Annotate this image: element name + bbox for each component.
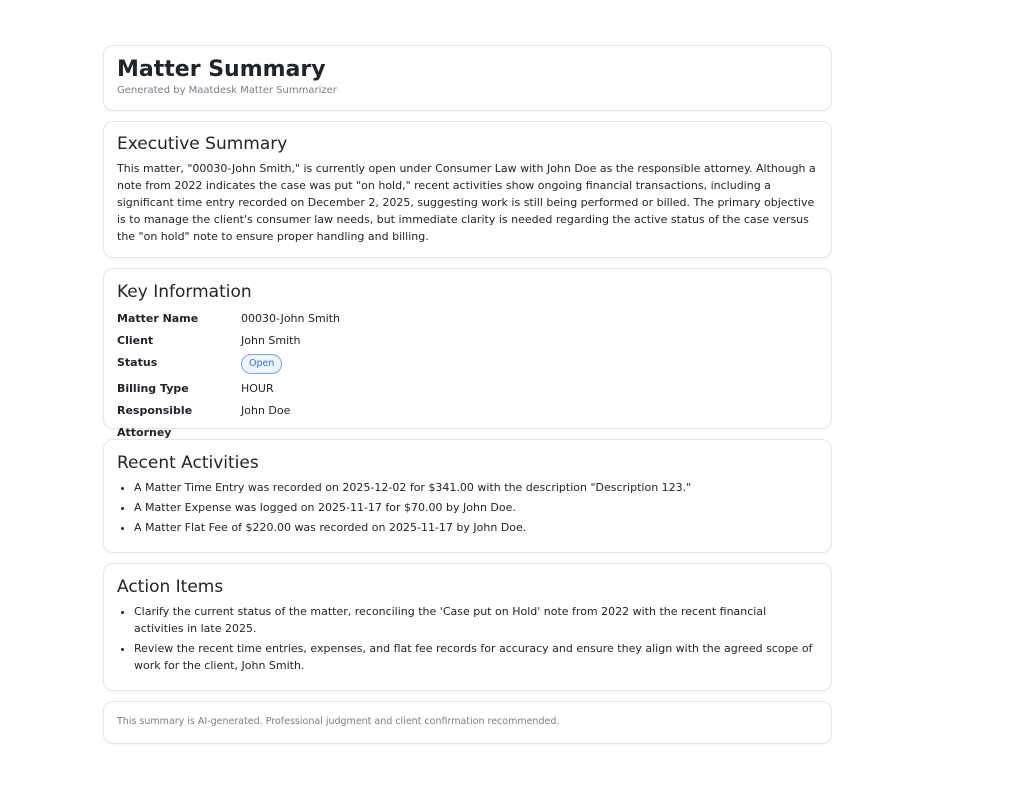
recent-activities-title: Recent Activities (117, 453, 259, 473)
list-item: • Review the recent time entries, expenses, and flat fee records for accuracy and ensure they align with the agreed scope of work for the client, John Smith. (134, 640, 818, 674)
key-info-row-status (117, 352, 818, 378)
key-information-card (103, 268, 832, 439)
key-info-value: John Smith (241, 334, 301, 347)
key-info-value: John Doe (241, 404, 291, 417)
action-items-list (117, 603, 818, 674)
page-subtitle: Generated by Maatdesk Matter Summarizer (117, 85, 337, 96)
recent-activities-card (103, 439, 832, 553)
key-info-row-matter-name (117, 308, 818, 330)
page-title: Matter Summary (117, 57, 326, 82)
summary-container (103, 45, 832, 754)
list-item: • Clarify the current status of the matter, reconciling the 'Case put on Hold' note from 2022 with the recent financial activities in late 2025. (134, 603, 818, 637)
key-info-value: HOUR (241, 382, 274, 395)
disclaimer-card (103, 701, 832, 744)
disclaimer-text: This summary is AI-generated. Professional judgment and client confirmation recommended. (117, 716, 560, 727)
executive-summary-text: This matter, "00030-John Smith," is currently open under Consumer Law with John Doe as the responsible attorney. Although a note from 2022 indicates the case was put "on hold," recent activities show ongoing financial transactions, including a significant time entry recorded on December 2, 2025, suggesting work is still being performed or billed. The primary objective is to manage the client's consumer law needs, but immediate clarity is needed regarding the active status of the case versus the "on hold" note to ensure proper handling and billing. (117, 162, 816, 243)
list-item: • A Matter Expense was logged on 2025-11-17 for $70.00 by John Doe. (134, 499, 818, 516)
key-info-value: 00030-John Smith (241, 312, 341, 325)
key-info-label: Responsible Attorney (117, 404, 193, 439)
action-items-card (103, 563, 832, 691)
key-info-label: Matter Name (117, 312, 199, 325)
executive-summary-title: Executive Summary (117, 134, 288, 154)
header-card (103, 45, 832, 111)
key-info-row-billing-type (117, 378, 818, 400)
list-item: • A Matter Time Entry was recorded on 2025-12-02 for $341.00 with the description "Description 123." (134, 479, 818, 496)
key-info-label: Client (117, 334, 154, 347)
status-badge: Open (241, 354, 282, 374)
key-information-title: Key Information (117, 282, 252, 302)
key-info-value-status (241, 352, 282, 378)
executive-summary-card (103, 121, 832, 258)
key-info-label: Billing Type (117, 382, 189, 395)
key-info-label: Status (117, 356, 158, 369)
recent-activities-list (117, 479, 818, 536)
key-info-row-client (117, 330, 818, 352)
key-info-row-responsible-attorney (117, 400, 818, 444)
action-items-title: Action Items (117, 577, 224, 597)
list-item: • A Matter Flat Fee of $220.00 was recorded on 2025-11-17 by John Doe. (134, 519, 818, 536)
